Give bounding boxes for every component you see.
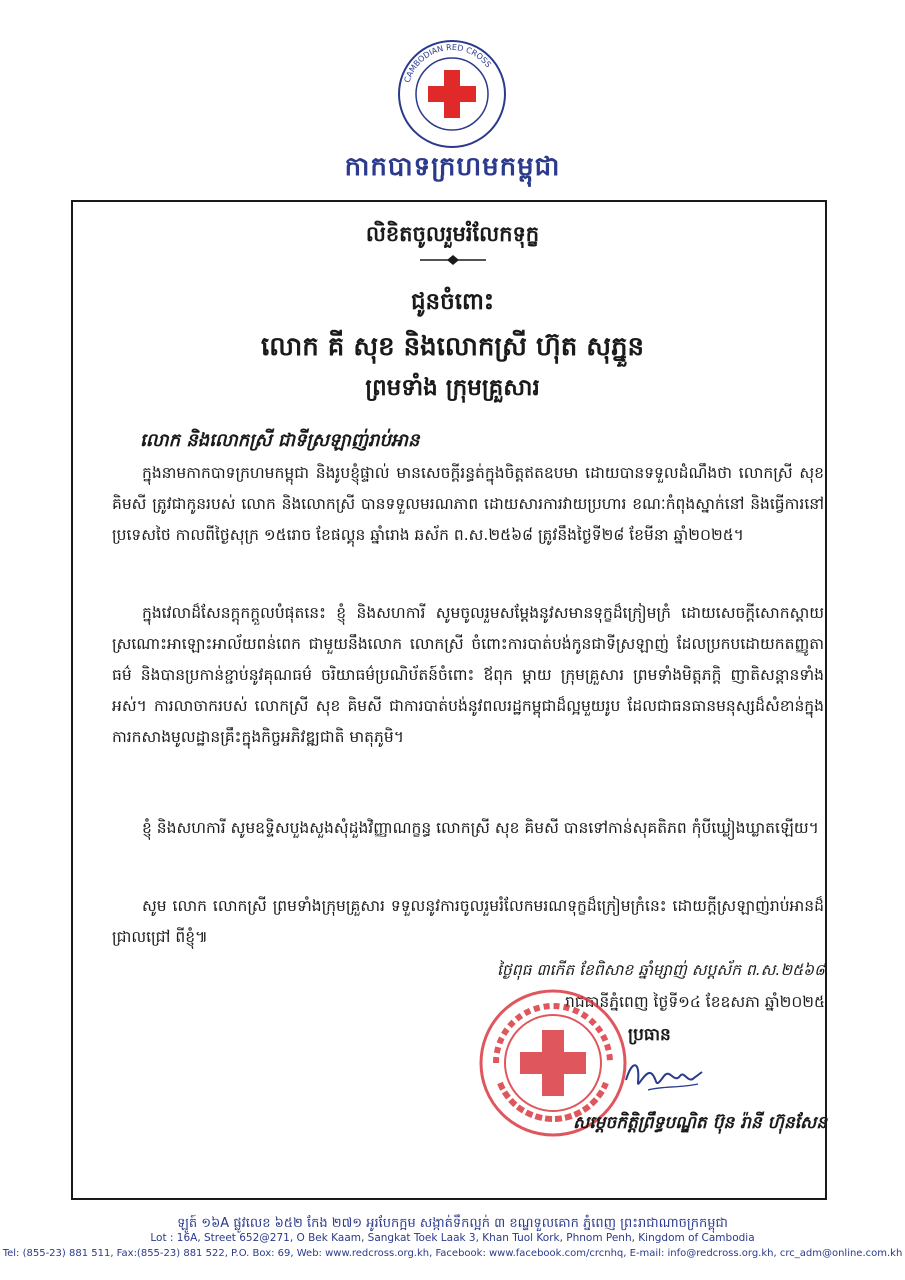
footer-address-km: ឡូត៍ ១៦A ផ្លូវលេខ ៦៥២ កែង ២៧១ អូរបែកក្អម សង្កាត់ទឹកល្អក់ ៣ ខណ្ឌទួលគោក ភ្នំពេញ ព្រះរាជាណាចក្រកម្ពុជា	[177, 1216, 728, 1231]
to-label: ជូនចំពោះ	[410, 289, 495, 315]
signer-name: សម្តេចកិត្តិព្រឹទ្ធបណ្ឌិត ប៊ុន រ៉ានី ហ៊ុនសែន	[573, 1113, 827, 1133]
ornament-divider-icon	[420, 252, 486, 266]
letter-title: លិខិតចូលរួមរំលែកទុក្ខ	[365, 222, 540, 246]
footer-contacts: Tel: (855-23) 881 511, Fax:(855-23) 881 522, P.O. Box: 69, Web: www.redcross.org.kh, Facebook: www.facebook.com/crcnhq, E-mail: info@redcross.org.kh, crc_adm@online.com.kh	[2, 1248, 903, 1259]
recipients: លោក គី សុខ និងលោកស្រី ហ៊ុត សុភ្នួន	[260, 332, 645, 362]
paragraph: ខ្ញុំ និងសហការី សូមឧទ្ទិសបួងសួងសុំដួងវិញ្ញាណក្ខន្ធ លោកស្រី សុខ គិមសី បានទៅកាន់សុគតិភព កុំបីឃ្លៀងឃ្លាតឡើយ។	[142, 819, 819, 837]
red-cross-emblem-icon	[396, 38, 508, 150]
place-date: រាជធានីភ្នំពេញ ថ្ងៃទី១៤ ខែឧសភា ឆ្នាំ២០២៥	[565, 993, 825, 1011]
organization-name: កាកបាទក្រហមកម្ពុជា	[344, 152, 561, 182]
logo-ring-text: CAMBODIAN RED CROSS	[402, 42, 493, 84]
lunar-date: ថ្ងៃពុធ ៣កើត ខែពិសាខ ឆ្នាំម្សាញ់ សប្តស័ក ព.ស.២៥៦៨	[497, 961, 825, 979]
paragraph: សូម លោក លោកស្រី ព្រមទាំងក្រុមគ្រួសារ ទទួលនូវការចូលរួមរំលែកមរណទុក្ខដ៏ក្រៀមក្រំនេះ ដោយក្តីស្រឡាញ់រាប់អានដ៏ជ្រាលជ្រៅ ពីខ្ញុំ៕	[112, 897, 824, 946]
footer-address-en: Lot : 16A, Street 652@271, O Bek Kaam, Sangkat Toek Laak 3, Khan Tuol Kork, Phnom Penh, Kingdom of Cambodia	[150, 1232, 755, 1244]
recipients-family: ព្រមទាំង ក្រុមគ្រួសារ	[365, 375, 540, 401]
on-behalf-label: ប្រធាន	[628, 1025, 671, 1045]
paragraph: ក្នុងវេលាដ៏សែនក្តុកក្តួលបំផុតនេះ ខ្ញុំ និងសហការី សូមចូលរួមសម្តែងនូវសមានទុក្ខដ៏ក្រៀមក្រំ ដោយសេចក្តីសោកស្តាយ ស្រណោះអាឡោះអាល័យពន់ពេក ជាមួយនឹងលោក លោកស្រី ចំពោះការបាត់បង់កូនជាទីស្រឡាញ់ ដែលប្រកបដោយកតញ្ញូតាធម៌ និងបានប្រកាន់ខ្ជាប់នូវគុណធម៌ ចរិយាធម៌ប្រណិប័តន៍ចំពោះ ឪពុក ម្តាយ ក្រុមគ្រួសារ ព្រមទាំងមិត្តភក្តិ ញាតិសន្តានទាំងអស់។ ការលាចាករបស់ លោកស្រី សុខ គិមសី ជាការបាត់បង់នូវពលរដ្ឋកម្ពុជាដ៏ល្អមួយរូប ដែលជាធនធានមនុស្សដ៏សំខាន់ក្នុងការកសាងមូលដ្ឋានគ្រឹះក្នុងកិច្ចអភិវឌ្ឍជាតិ មាតុភូមិ។	[112, 604, 824, 746]
handwritten-signature-icon	[618, 1050, 718, 1100]
paragraph: ក្នុងនាមកាកបាទក្រហមកម្ពុជា និងរូបខ្ញុំផ្ទាល់ មានសេចក្តីរន្ធត់ក្នុងចិត្តឥតឧបមា ដោយបានទទួលដំណឹងថា លោកស្រី សុខ គិមសី ត្រូវជាកូនរបស់ លោក និងលោកស្រី បានទទួលមរណភាព ដោយសារការវាយប្រហារ ខណៈកំពុងស្នាក់នៅ និងធ្វើការនៅប្រទេសថៃ កាលពីថ្ងៃសុក្រ ១៥រោច ខែផល្គុន ឆ្នាំរោង ឆស័ក ព.ស.២៥៦៨ ត្រូវនឹងថ្ងៃទី២៨ ខែមីនា ឆ្នាំ២០២៥។	[112, 464, 824, 544]
salutation: លោក និងលោកស្រី ជាទីស្រឡាញ់រាប់អាន	[140, 430, 420, 451]
